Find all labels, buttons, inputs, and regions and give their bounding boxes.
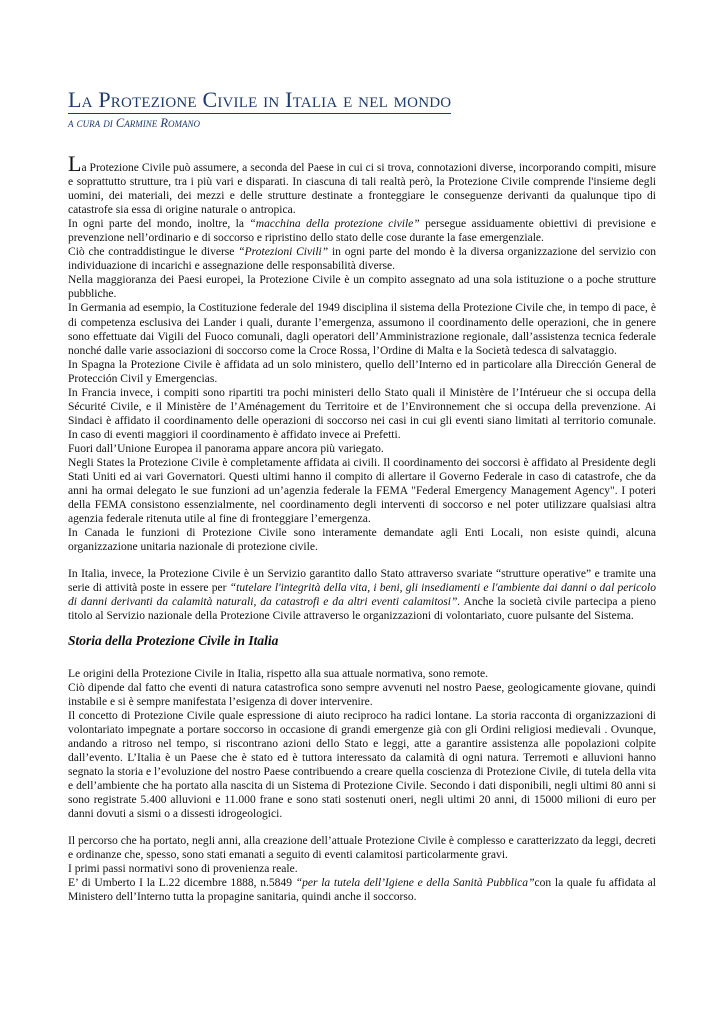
paragraph-francia: In Francia invece, i compiti sono ripartiti tra pochi ministeri dello Stato quali il Ministère de l’Intérueur che si occupa della Sécurité Civile, e il Ministère de l’Aménagement du Territoire et de l’Environnement che si occupa della prevenzione. Ai Sindaci è affidato il coordinamento delle operazioni di soccorso nei casi in cui gli eventi siano limitati al territorio comunale. In caso di eventi maggiori il coordinamento è affidato invece ai Prefetti. <box>68 386 656 441</box>
text-span: In ogni parte del mondo, inoltre, la <box>68 218 250 231</box>
section-heading-storia: Storia della Protezione Civile in Italia <box>68 632 279 648</box>
italic-quote: “tutelare l'integrità della vita, i beni, gli insediamenti e l'ambiente dai danni o dal pericolo di danni derivanti da calamità naturali, da catastrofi e da altri eventi calamitosi”. <box>68 582 656 609</box>
text-span: Anche la società civile partecipa a pieno titolo al Servizio nazionale della Protezione Civile attraverso le organizzazioni di volontariato, cuore pulsante del Sistema. <box>68 596 656 623</box>
paragraph-concetto: Il concetto di Protezione Civile quale espressione di aiuto reciproco ha radici lontane. La storia racconta di organizzazioni di volontariato impegnate a portare soccorso in occasione di grandi emergenze già con gli Ordini religiosi medievali . Ovunque, andando a ritroso nel tempo, si riscontrano azioni dello Stato e leggi, atte a garantire assistenza alle popolazioni colpite dall’evento. L’Italia è un Paese che è stato ed è tuttora interessato da calamità di ogni natura. Terremoti e alluvioni hanno segnato la storia e l’evoluzione del nostro Paese contribuendo a creare quella coscienza di Protezione Civile, di tutela della vita e dell’ambiente che ha portato alla nascita di un Sistema di Protezione Civile. Secondo i dati disponibili, negli ultimi 80 anni si sono registrate 5.400 alluvioni e 11.000 frane e sono stati sostenuti oneri, negli ultimi 20 anni, di 15000 milioni di euro per danni dovuti a sismi o a dissesti idrogeologici. <box>68 709 656 820</box>
drop-cap: L <box>68 151 82 176</box>
paragraph-spagna: In Spagna la Protezione Civile è affidata ad un solo ministero, quello dell’Interno ed in particolare alla Dirección General de Protección Civil y Emergencias. <box>68 358 656 385</box>
paragraph-germania: In Germania ad esempio, la Costituzione federale del 1949 disciplina il sistema della Protezione Civile che, in tempo di pace, è di competenza esclusiva dei Lander i quali, durante l’emergenza, assumono il coordinamento delle operazioni, che in genere sono effettuate dai Vigili del Fuoco comunali, dagli operatori dell’Amministrazione regionale, dall’assistenza tecnica federale nonché dalle varie associazioni di soccorso come la Croce Rossa, l’Ordine di Malta e la Società tedesca di salvataggio. <box>68 302 656 357</box>
italic-quote: “per la tutela dell’Igiene e della Sanità Pubblica” <box>295 877 535 890</box>
paragraph-macchina <box>68 217 656 245</box>
paragraph-fuori-ue: Fuori dall’Unione Europea il panorama appare ancora più variegato. <box>68 442 384 455</box>
paragraph-gap <box>68 554 656 567</box>
intro-paragraph-text: a Protezione Civile può assumere, a seconda del Paese in cui ci si trova, connotazioni diverse, incorporando compiti, misure e soprattutto strutture, tra i più vari e disparati. In ciascuna di tali realtà però, la Protezione Civile comprende l'insieme degli uomini, dei materiali, dei mezzi e delle strutture destinate a fronteggiare le conseguenze derivanti da qualunque tipo di catastrofe sia essa di origine naturale o antropica. <box>68 162 656 217</box>
italic-quote: “Protezioni Civili” <box>238 246 329 259</box>
text-span: Ciò che contraddistingue le diverse <box>68 246 239 259</box>
paragraph-usa: Negli States la Protezione Civile è completamente affidata ai civili. Il coordinamento dei soccorsi è affidato al Presidente degli Stati Uniti ed ai vari Governatori. Questi ultimi hanno il compito di allertare il Governo Federale in caso di catastrofe, che da anni ha ormai delegato le sue funzioni ad un’agenzia federale la FEMA "Federal Emergency Management Agency". I poteri della FEMA consistono essenzialmente, nel coordinamento degli interventi di soccorso e nel poter utilizzare qualsiasi altra agenzia federale ritenuta utile al fine di fronteggiare l’emergenza. <box>68 456 656 526</box>
paragraph-europa: Nella maggioranza dei Paesi europei, la Protezione Civile è un compito assegnato ad una sola istituzione o a poche strutture pubbliche. <box>68 274 656 301</box>
document-subtitle: a cura di Carmine Romano <box>68 116 200 130</box>
text-span: E’ di Umberto I la L.22 dicembre 1888, n.5849 <box>68 877 296 890</box>
paragraph-canada: In Canada le funzioni di Protezione Civile sono interamente demandate agli Enti Locali, non esiste quindi, alcuna organizzazione unitaria nazionale di protezione civile. <box>68 527 656 554</box>
paragraph-eventi: Ciò dipende dal fatto che eventi di natura catastrofica sono sempre avvenuti nel nostro Paese, geologicamente giovane, quindi instabile e si è sempre manifestata l’esigenza di dover intervenire. <box>68 681 656 708</box>
text-span: in ogni parte del mondo è la diversa organizzazione del servizio con individuazione di incarichi e assegnazione delle responsabilità diverse. <box>68 246 656 273</box>
paragraph-italia <box>68 567 656 623</box>
intro-section <box>68 151 656 624</box>
document-title: La Protezione Civile in Italia e nel mondo <box>68 87 452 112</box>
paragraph-protezioni-civili <box>68 245 656 273</box>
paragraph-umberto <box>68 876 656 904</box>
text-span: In Italia, invece, la Protezione Civile è un Servizio garantito dallo Stato attraverso svariate “strutture operative” e tramite una serie di attività poste in essere per <box>68 568 656 595</box>
italic-quote: “macchina della protezione civile” <box>249 218 420 231</box>
intro-paragraph <box>68 151 656 217</box>
text-span: con la quale fu affidata al Ministero dell’Interno tutta la propagine sanitaria, quindi anche il soccorso. <box>68 877 656 904</box>
paragraph-origini: Le origini della Protezione Civile in Italia, rispetto alla sua attuale normativa, sono remote. <box>68 667 489 680</box>
paragraph-percorso: Il percorso che ha portato, negli anni, alla creazione dell’attuale Protezione Civile è complesso e caratterizzato da leggi, decreti e ordinanze che, spesso, sono stati emanati a seguito di eventi calamitosi particolarmente gravi. <box>68 835 656 862</box>
paragraph-primi-passi: I primi passi normativi sono di provenienza reale. <box>68 863 298 876</box>
storia-section <box>68 667 656 905</box>
paragraph-gap <box>68 821 656 834</box>
document-content <box>68 88 656 904</box>
text-span: persegue assiduamente obiettivi di previsione e prevenzione nell’ordinario e di soccorso e ripristino dello stato delle cose durante la fase emergenziale. <box>68 218 656 245</box>
